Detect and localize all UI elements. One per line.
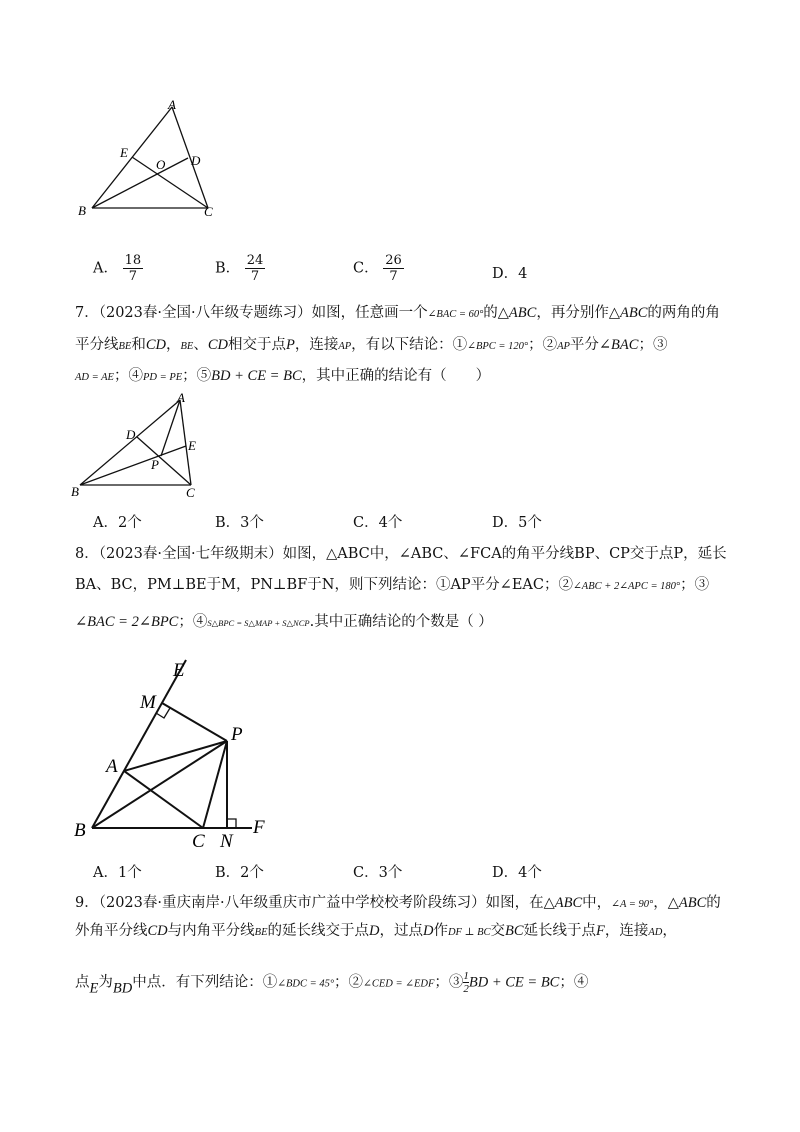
segment-ac (172, 107, 208, 208)
label-c: C (192, 831, 205, 852)
math: △ABC (667, 895, 707, 911)
label-a: A (168, 97, 176, 112)
text: 外角平分线 (75, 923, 148, 939)
denominator: 2 (463, 983, 469, 995)
q7-line-2 (75, 335, 667, 357)
q6-option-a[interactable] (93, 253, 143, 284)
text: ，连接 (604, 923, 649, 939)
label-b: B (74, 820, 86, 841)
question-source: （2023春·全国·七年级期末） (98, 546, 283, 562)
q6-option-d[interactable] (492, 262, 527, 283)
text: 点 (75, 974, 90, 991)
text: ， (165, 337, 181, 353)
text: ；③ (638, 337, 668, 353)
option-value: 4 (518, 266, 528, 282)
text: ；⑤ (182, 368, 212, 384)
math: ∠BPC = 120° (467, 341, 529, 352)
text: ，连接 (294, 337, 339, 353)
q9-line-3 (75, 970, 588, 999)
text: 的延长线交于点 (267, 923, 369, 939)
math: D (422, 923, 434, 939)
math: ∠BAC = 60° (427, 309, 484, 320)
math: ∠BDC = 45° (277, 978, 335, 990)
math: AP (557, 341, 570, 352)
math: BD + CE = BC (211, 368, 302, 384)
math: ∠CED = ∠EDF (363, 978, 435, 990)
text: 的 (706, 895, 721, 911)
label-m: M (140, 692, 156, 713)
q6-option-b[interactable] (215, 253, 265, 284)
text: BA、BC，PM⊥BE于M，PN⊥BF于N，则下列结论：①AP平分∠EAC；② (75, 577, 573, 593)
text: 平分 (569, 337, 599, 353)
text: ， (653, 895, 668, 911)
label-b: B (71, 484, 79, 499)
q7-line-3 (75, 366, 490, 388)
numerator: 26 (385, 253, 402, 268)
q8-line-1 (75, 544, 727, 564)
q7-option-c[interactable]: C．4个 (353, 515, 403, 531)
denominator: 7 (389, 269, 398, 284)
fraction (383, 253, 404, 284)
option-letter: C． (353, 260, 379, 277)
math: CD (207, 337, 228, 353)
text: 为 (98, 974, 113, 991)
label-o: O (156, 157, 166, 172)
q8-option-d[interactable]: D．4个 (492, 865, 542, 881)
math: ∠A = 90° (611, 899, 654, 910)
text: 、 (193, 337, 208, 353)
text: ；④ (178, 614, 208, 630)
segment-be (80, 446, 186, 485)
math: AD (648, 927, 663, 938)
label-f: F (253, 817, 265, 838)
q9-line-2 (75, 921, 677, 943)
denominator: 7 (250, 269, 260, 284)
text: 交 (490, 923, 505, 939)
text: 作 (433, 923, 448, 939)
figure-triangle-abc-1 (70, 95, 230, 225)
q8-option-b[interactable]: B．2个 (215, 865, 264, 881)
label-p: P (231, 724, 243, 745)
text: ；② (528, 337, 558, 353)
math: DF ⊥ BC (447, 927, 491, 938)
text: 延长线于点 (523, 923, 597, 939)
right-angle-mark-n (227, 819, 236, 828)
ray-be (92, 660, 186, 828)
math: AD = AE (75, 372, 114, 383)
q8-line-2 (75, 575, 709, 597)
text: 的 (483, 305, 498, 321)
question-source: （2023春·重庆南岸·八年级重庆市广益中学校校考阶段练习） (98, 895, 486, 911)
text: ；③ (434, 974, 464, 991)
label-a: A (177, 390, 185, 405)
label-c: C (204, 204, 213, 219)
text: 如图，△ABC中，∠ABC、∠FCA的角平分线BP、CP交于点P，延长 (282, 546, 727, 562)
math: BD + CE = BC (468, 974, 560, 991)
text: ；③ (680, 577, 710, 593)
label-e: E (120, 145, 128, 160)
text: 与内角平分线 (167, 923, 255, 939)
q7-option-b[interactable]: B．3个 (215, 515, 264, 531)
label-d: D (126, 427, 136, 442)
math: S△BPC = S△MAP + S△NCP (207, 618, 310, 628)
option-letter: B． (215, 260, 241, 277)
label-c: C (186, 485, 195, 500)
label-e: E (173, 660, 185, 681)
segment-bd (92, 158, 188, 208)
math: PD = PE (142, 372, 183, 383)
q7-option-d[interactable]: D．5个 (492, 515, 542, 531)
text: 平分线 (75, 337, 119, 353)
math: △ABC (608, 305, 648, 321)
question-source: （2023春·全国·八年级专题练习） (98, 305, 312, 321)
math: BD (112, 980, 133, 997)
text: ，再分别作 (536, 305, 609, 321)
label-n: N (220, 831, 233, 852)
numerator: 1 (463, 970, 469, 982)
segment-ap (124, 741, 227, 771)
math: D (368, 923, 380, 939)
segment-pm (162, 703, 227, 741)
figure-angle-bisectors (70, 652, 280, 852)
text: ，过点 (379, 923, 423, 939)
q7-option-a[interactable]: A．2个 (93, 515, 142, 531)
label-p: P (151, 457, 159, 472)
math: CD (145, 337, 166, 353)
text: .其中正确结论的个数是（ ） (309, 614, 493, 630)
option-letter: D． (492, 266, 519, 282)
math: CD (147, 923, 168, 939)
math: BC (505, 923, 524, 939)
q8-option-c[interactable]: C．3个 (353, 865, 403, 881)
text: 和 (131, 337, 146, 353)
text: 中， (582, 895, 612, 911)
math: ∠BAC (598, 337, 639, 353)
math: △ABC (543, 895, 583, 911)
text: 中点．有下列结论：① (132, 974, 278, 991)
math: ∠ABC + 2∠APC = 180° (572, 581, 681, 592)
text: 如图，在 (485, 895, 544, 911)
numerator: 18 (124, 253, 142, 268)
q7-line-1 (75, 303, 720, 325)
figure-triangle-abc-2 (68, 388, 218, 503)
text: 相交于点 (227, 337, 286, 353)
text: 如图，任意画一个 (311, 305, 428, 321)
text: ；② (334, 974, 364, 991)
math: ∠BAC = 2∠BPC (75, 614, 179, 630)
math: AP (338, 341, 352, 352)
label-d: D (191, 153, 201, 168)
denominator: 7 (128, 269, 137, 284)
text: ， (662, 923, 677, 939)
text: ；④ (113, 368, 143, 384)
text: 的两角的角 (647, 305, 720, 321)
label-b: B (78, 203, 86, 218)
fraction (245, 253, 266, 284)
math: BE (180, 341, 194, 352)
math: BE (118, 341, 132, 352)
label-e: E (188, 438, 196, 453)
option-letter: A． (93, 260, 118, 277)
label-a: A (106, 756, 118, 777)
question-number: 7． (75, 305, 99, 321)
q6-option-c[interactable] (353, 253, 404, 284)
q8-line-3 (75, 612, 493, 633)
q9-line-1 (75, 893, 721, 915)
math: △ABC (497, 305, 537, 321)
math: P (285, 337, 295, 353)
text: ；④ (559, 974, 589, 991)
math: E (89, 980, 99, 997)
text: ，其中正确的结论有（ ） (301, 368, 491, 384)
numerator: 24 (246, 253, 264, 268)
math: BE (254, 927, 268, 938)
fraction (123, 253, 144, 284)
q8-option-a[interactable]: A．1个 (93, 865, 142, 881)
math: F (596, 923, 605, 939)
text: ，有以下结论：① (351, 337, 468, 353)
question-number: 8． (75, 546, 99, 562)
question-number: 9． (75, 895, 99, 911)
